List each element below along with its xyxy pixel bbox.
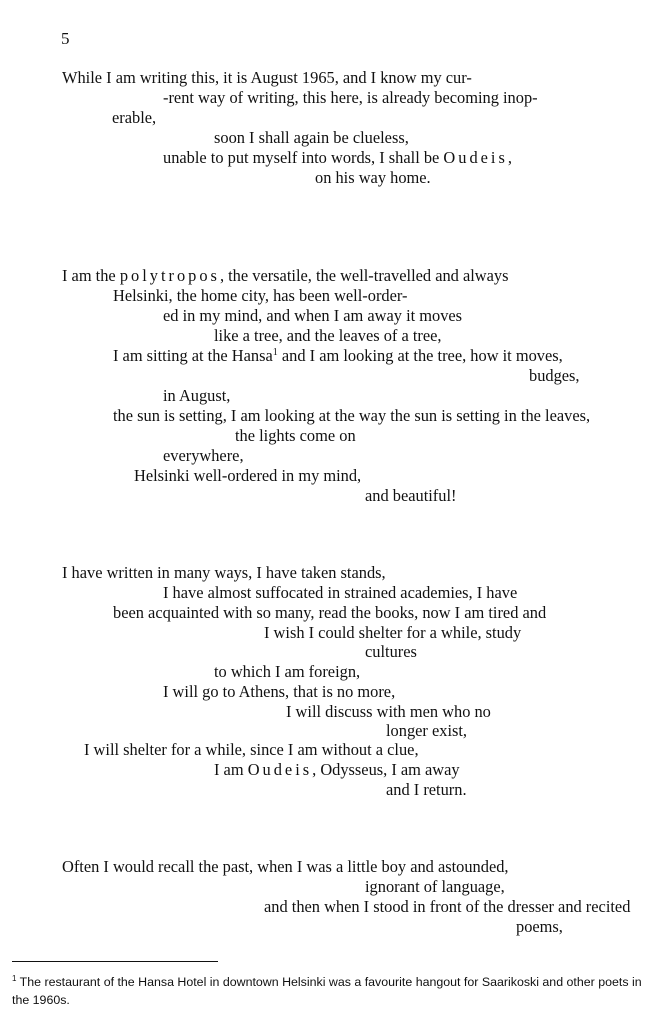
footnote-separator — [12, 961, 218, 962]
stanza-2-line-7: in August, — [163, 386, 231, 405]
stanza-3-line-1: I have written in many ways, I have taken stands, — [62, 563, 386, 582]
spaced-word-polytropos: polytropos — [119, 266, 220, 285]
stanza-2-line-9: the lights come on — [235, 426, 356, 445]
stanza-3-line-11 — [214, 760, 460, 780]
stanza-2-line-11: Helsinki well-ordered in my mind, — [134, 466, 362, 485]
verse-text: I am the — [62, 266, 120, 285]
stanza-1-line-5 — [163, 148, 512, 168]
stanza-3-line-6: to which I am foreign, — [214, 662, 361, 681]
stanza-1-line-1: While I am writing this, it is August 1965, and I know my cur- — [62, 68, 472, 87]
stanza-3-line-2: I have almost suffocated in strained academies, I have — [163, 583, 518, 602]
stanza-3-line-3: been acquainted with so many, read the books, now I am tired and — [113, 603, 547, 622]
stanza-3-line-4: I wish I could shelter for a while, study — [264, 623, 522, 642]
stanza-1-line-6: on his way home. — [315, 168, 431, 187]
stanza-2-line-2: Helsinki, the home city, has been well-order- — [113, 286, 408, 305]
verse-text: I am sitting at the Hansa — [113, 346, 273, 365]
verse-text: , — [507, 148, 512, 167]
stanza-1-line-3: erable, — [112, 108, 157, 127]
page-number: 5 — [61, 29, 70, 48]
verse-text: , Odysseus, I am away — [312, 760, 460, 779]
stanza-4-line-1: Often I would recall the past, when I was a little boy and astounded, — [62, 857, 509, 876]
stanza-1-line-2: -rent way of writing, this here, is already becoming inop- — [163, 88, 538, 107]
verse-text: I am — [214, 760, 248, 779]
stanza-3-line-7: I will go to Athens, that is no more, — [163, 682, 396, 701]
stanza-2-line-12: and beautiful! — [365, 486, 457, 505]
footnote-text: The restaurant of the Hansa Hotel in downtown Helsinki was a favourite hangout for Saarikoski and other poets in the 1960s. — [12, 975, 642, 1007]
stanza-2-line-4: like a tree, and the leaves of a tree, — [214, 326, 442, 345]
verse-text: , the versatile, the well-travelled and always — [219, 266, 509, 285]
stanza-3-line-12: and I return. — [386, 780, 467, 799]
stanza-2-line-1 — [62, 266, 508, 286]
stanza-2-line-6: budges, — [529, 366, 580, 385]
footnote-marker: 1 — [12, 974, 17, 983]
stanza-4-line-3: and then when I stood in front of the dresser and recited — [264, 897, 631, 916]
stanza-3-line-5: cultures — [365, 642, 417, 661]
stanza-3-line-10: I will shelter for a while, since I am without a clue, — [84, 740, 419, 759]
spaced-word-oudeis: Oudeis — [247, 760, 313, 779]
spaced-word-oudeis: Oudeis — [443, 148, 508, 167]
stanza-4-line-4: poems, — [516, 917, 563, 936]
stanza-3-line-8: I will discuss with men who no — [286, 702, 491, 721]
stanza-2-line-3: ed in my mind, and when I am away it moves — [163, 306, 463, 325]
stanza-3-line-9: longer exist, — [386, 721, 468, 740]
stanza-1-line-4: soon I shall again be clueless, — [214, 128, 409, 147]
footnote — [12, 973, 652, 1009]
stanza-2-line-10: everywhere, — [163, 446, 244, 465]
verse-text: unable to put myself into words, I shall be — [163, 148, 444, 167]
verse-text: and I am looking at the tree, how it moves, — [277, 346, 563, 365]
stanza-2-line-5 — [113, 346, 563, 366]
stanza-4-line-2: ignorant of language, — [365, 877, 505, 896]
stanza-2-line-8: the sun is setting, I am looking at the way the sun is setting in the leaves, — [113, 406, 591, 425]
footnote-reference: 1 — [272, 347, 278, 358]
